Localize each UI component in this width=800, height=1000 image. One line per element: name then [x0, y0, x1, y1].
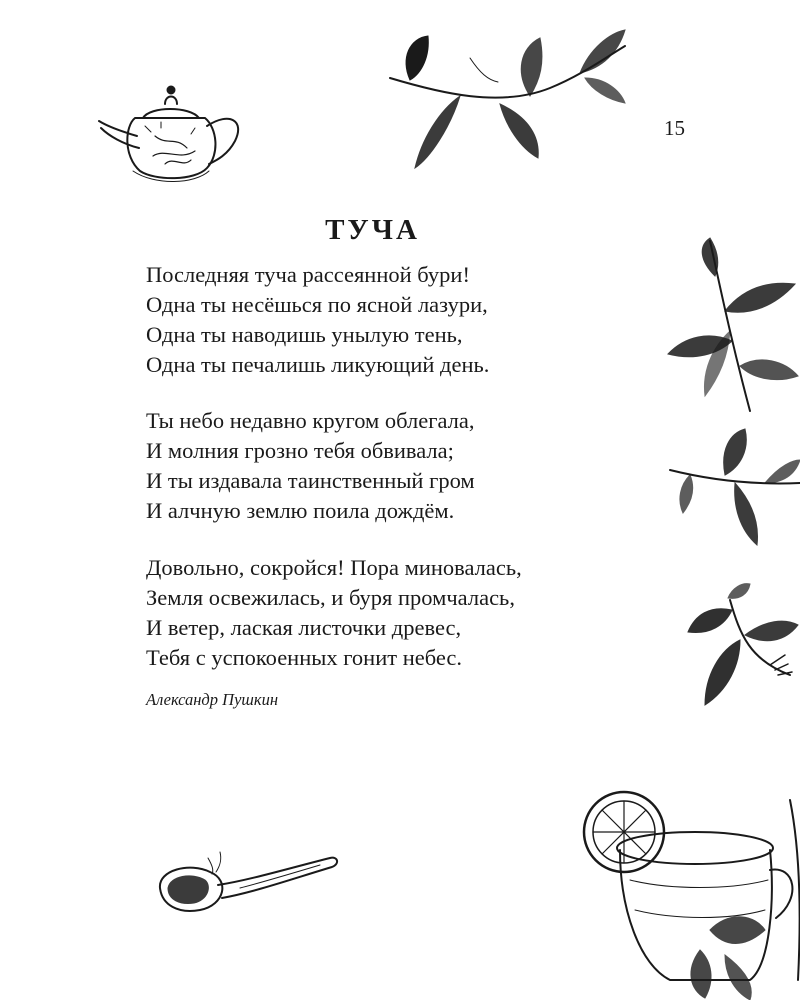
poem-line: Довольно, сокройся! Пора миновалась, — [146, 555, 522, 580]
poem-stanza — [146, 260, 489, 380]
poem-line: Тебя с успокоенных гонит небес. — [146, 645, 463, 670]
teapot-illustration — [95, 76, 245, 191]
tea-sprig-right-1-illustration — [660, 236, 800, 416]
tea-sprig-right-2-illustration — [665, 425, 800, 550]
tea-cup-lemon-illustration — [580, 780, 800, 1000]
poem-line: И молния грозно тебя обвивала; — [146, 438, 454, 463]
poem-line: И ты издавала таинственный гром — [146, 468, 475, 493]
poem-line: Земля освежилась, и буря промчалась, — [146, 585, 515, 610]
poem-line: Последняя туча рассеянной бури! — [146, 262, 470, 287]
poem-stanza — [146, 553, 522, 673]
page-number: 15 — [664, 116, 685, 140]
poem-line: Ты небо недавно кругом облегала, — [146, 408, 475, 433]
poem-line: Одна ты печалишь ликующий день. — [146, 352, 490, 377]
poem-line: Одна ты несёшься по ясной лазури, — [146, 292, 488, 317]
poem-stanza — [146, 406, 475, 526]
tea-leaves-right-3-illustration — [670, 580, 800, 715]
tea-spoon-illustration — [150, 850, 340, 925]
tea-branch-top-illustration — [380, 18, 630, 178]
poem-title: ТУЧА — [325, 214, 420, 246]
poem-line: И алчную землю поила дождём. — [146, 498, 455, 523]
poem-line: Одна ты наводишь унылую тень, — [146, 322, 463, 347]
poem-line: И ветер, лаская листочки древес, — [146, 615, 462, 640]
poem-author: Александр Пушкин — [146, 690, 278, 709]
